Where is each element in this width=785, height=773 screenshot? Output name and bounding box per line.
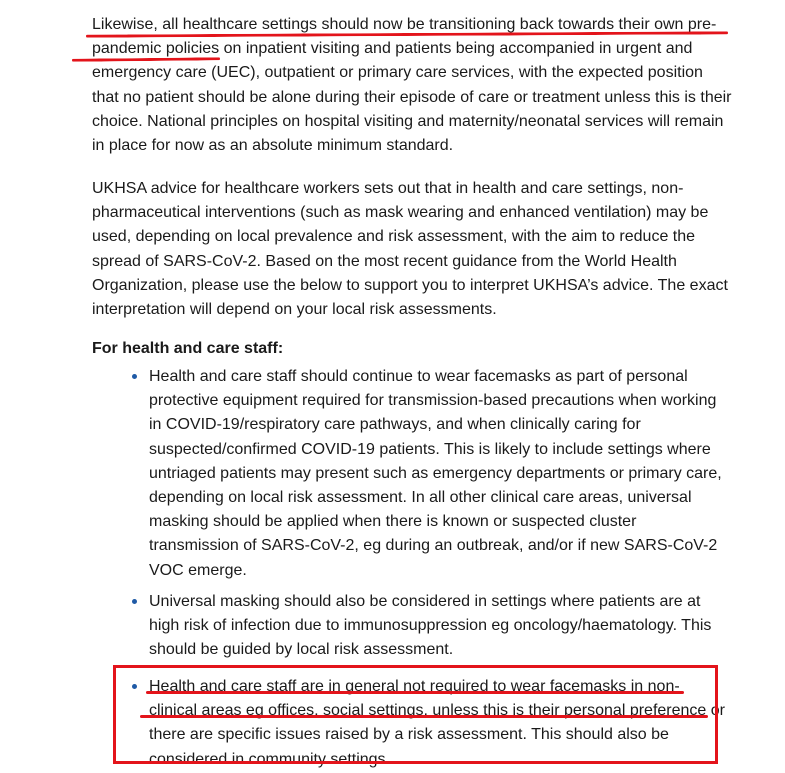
paragraph-ukhsa-advice: UKHSA advice for healthcare workers sets out that in health and care settings, non-pharmaceutical interventions (such as mask wearing and enhanced ventilation) may be used, depending on local prevalence and risk assessment, with the aim to reduce the spread of SARS-CoV-2. Based on the most recent guidance from the World Health Organization, please use the below to support you to interpret UKHSA’s advice. The exact interpretation will depend on your local risk assessments. [92, 180, 728, 319]
paragraph-visiting-policies: Likewise, all healthcare settings should now be transitioning back towards their own pre-pandemic policies on inpatient visiting and patients being accompanied in urgent and emergency care (UEC), outpatient or primary care services, with the expected position that no patient should be alone during their episode of care or treatment unless this is their choice. National principles on hospital visiting and maternity/neonatal services will remain in place for now as an absolute minimum standard. [92, 16, 732, 155]
list-item-text: Health and care staff should continue to wear facemasks as part of personal protective equipment required for transmission-based precautions when working in COVID-19/respiratory care pathways, and when clinically caring for suspected/confirmed COVID-19 patients. This is likely to include settings where untriaged patients may present such as emergency departments or primary care, depending on local risk assessment. In all other clinical care areas, universal masking should be applied when there is known or suspected cluster transmission of SARS-CoV-2, eg during an outbreak, and/or if new SARS-CoV-2 VOC emerge. [149, 368, 722, 579]
list-item-text: Health and care staff are in general not required to wear facemasks in non-clinical areas eg offices, social settings, unless this is their personal preference or there are specific issues raised by a risk assessment. This should also be considered in community settings. [149, 678, 725, 768]
bullet-point-icon [132, 374, 137, 379]
bullet-point-icon [132, 599, 137, 604]
section-heading-health-care-staff: For health and care staff: [92, 340, 284, 357]
list-item [126, 590, 726, 663]
list-item [126, 365, 726, 583]
list-item-text: Universal masking should also be considered in settings where patients are at high risk of infection due to immunosuppression eg oncology/haematology. This should be guided by local risk assessment. [149, 593, 712, 659]
annotation-highlight-box [113, 665, 718, 764]
